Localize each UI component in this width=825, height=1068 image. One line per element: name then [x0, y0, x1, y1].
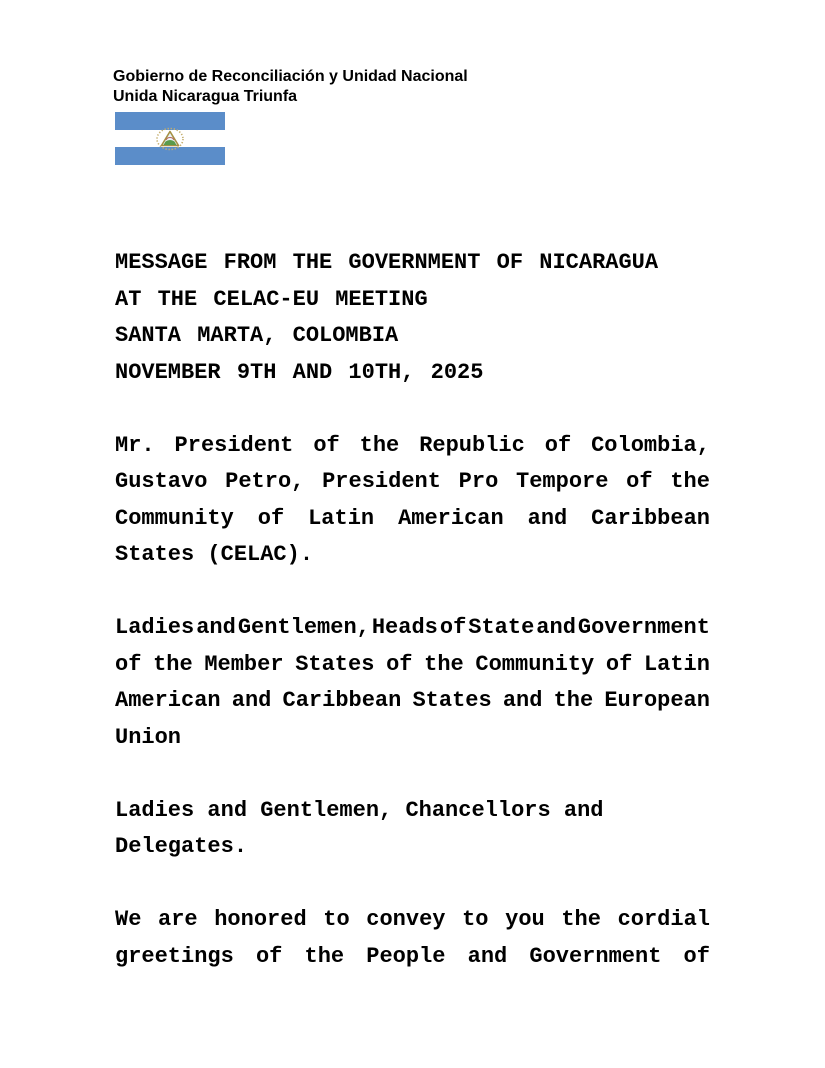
salutation-chancellors [115, 793, 710, 866]
text-line: greetings of the People and Government of [115, 943, 710, 969]
text-line: Community of Latin American and Caribbean [115, 505, 710, 531]
document-body [115, 245, 710, 975]
text-line: Mr. President of the Republic of Colombia, [115, 432, 710, 458]
text-line: SANTA MARTA, COLOMBIA [115, 323, 399, 348]
letterhead [113, 67, 468, 107]
text-line: Union [115, 724, 182, 750]
text-line: NOVEMBER 9TH AND 10TH, 2025 [115, 359, 484, 385]
salutation-heads-of-state [115, 610, 710, 756]
text-line: AT THE CELAC-EU MEETING [115, 286, 428, 312]
text-line: Delegates. [115, 834, 248, 859]
letterhead-line-1: Gobierno de Reconciliación y Unidad Nacional [113, 68, 468, 85]
letterhead-line-2: Unida Nicaragua Triunfa [113, 88, 298, 105]
text-line: of the Member States of the Community of Latin [115, 651, 710, 677]
nicaragua-flag [115, 112, 225, 165]
text-line: We are honored to convey to you the cordial [115, 907, 710, 932]
text-line: States (CELAC). [115, 542, 314, 567]
text-line: American and Caribbean States and the European [115, 688, 710, 713]
greeting-paragraph [115, 902, 710, 975]
message-title [115, 245, 710, 391]
text-line: Gustavo Petro, President Pro Tempore of the [115, 469, 710, 494]
text-line: Ladies and Gentlemen, Heads of State and Government [115, 615, 710, 640]
coat-of-arms-icon [152, 127, 188, 151]
salutation-president-colombia [115, 428, 710, 574]
text-line: Ladies and Gentlemen, Chancellors and [115, 797, 604, 823]
text-line: MESSAGE FROM THE GOVERNMENT OF NICARAGUA [115, 250, 659, 275]
